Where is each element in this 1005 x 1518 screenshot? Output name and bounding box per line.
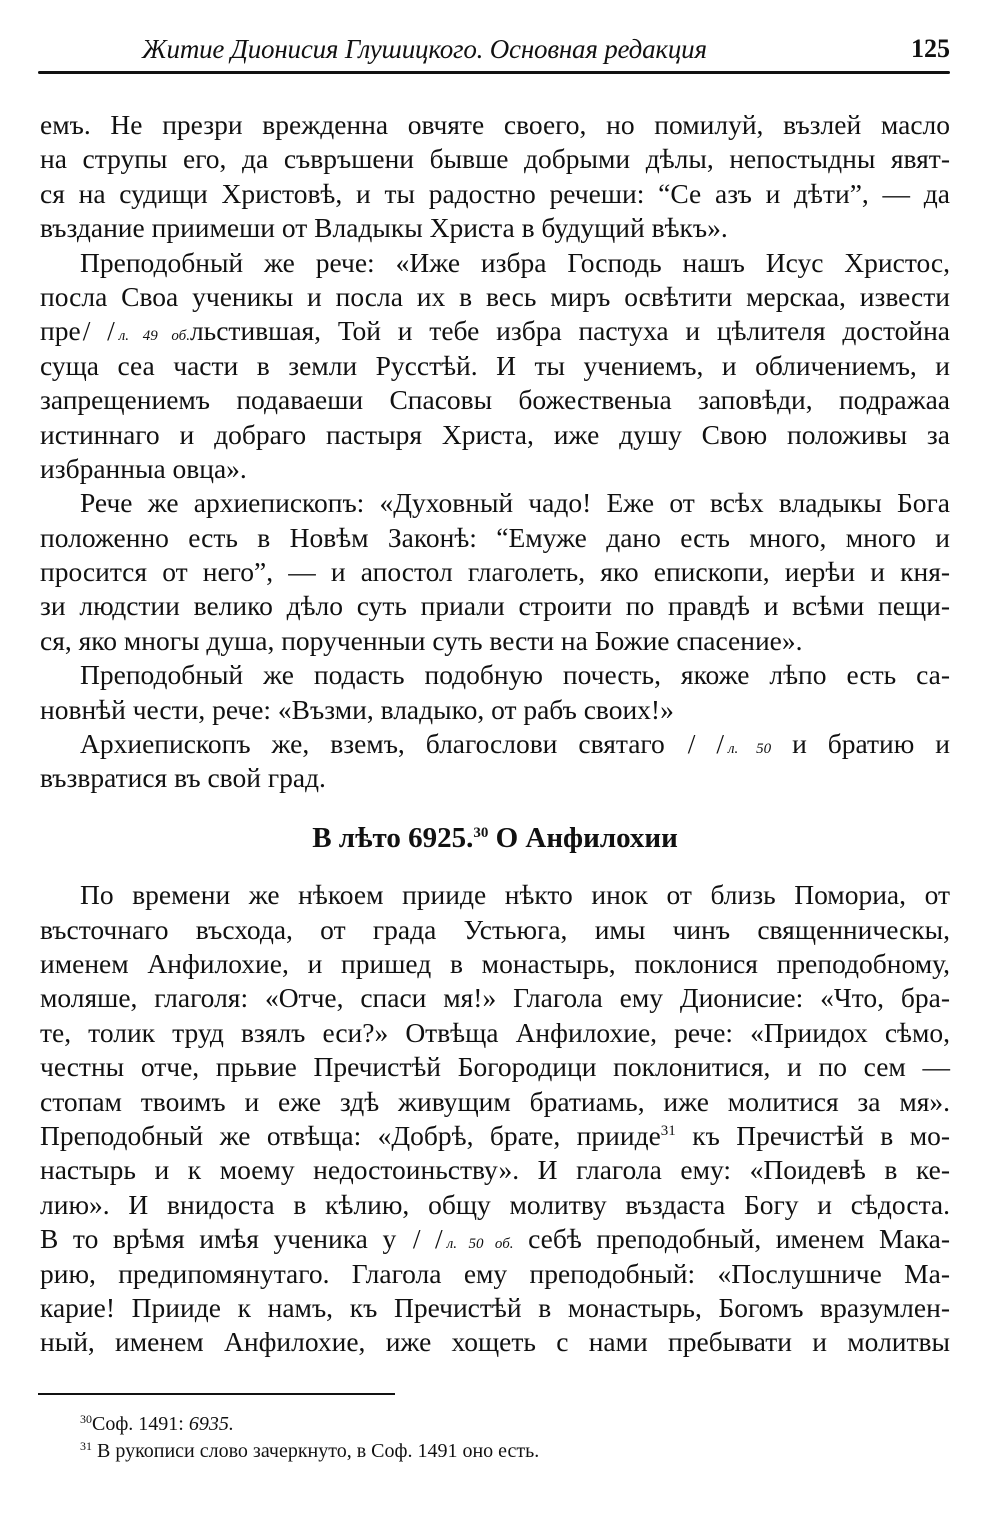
text-line — [40, 1153, 950, 1187]
text-line — [40, 1016, 950, 1050]
text-segment: льстившая, Той и тебе избра пастуха и цѣлителя достойна — [189, 315, 950, 347]
text-line — [40, 349, 950, 383]
text-segment: запрещениемъ подаваеши Спасовы божественыа заповѣди, подражаа — [40, 384, 950, 416]
folio-marker: л. 50 — [728, 741, 772, 758]
text-line — [40, 280, 950, 314]
text-segment: ный, именем Анфилохие, иже хощеть с нами пребывати и молитвы — [40, 1326, 950, 1358]
text-line — [40, 1291, 950, 1325]
text-segment: себѣ преподобный, именем Мака- — [513, 1223, 950, 1255]
footnote-text: Соф. 1491: — [92, 1413, 189, 1435]
text-line — [40, 1085, 950, 1119]
text-segment: въздание приимеши от Владыкы Христа в будущий вѣкъ». — [40, 212, 728, 244]
text-line — [40, 177, 950, 211]
text-line — [40, 246, 950, 280]
text-segment: възвратися въ свой град. — [40, 762, 326, 794]
text-segment: посла Своа ученикы и посла их в весь миръ освѣтити мерскаа, извести — [40, 280, 950, 312]
text-segment: именем Анфилохие, и пришед в монастырь, поклонися преподобному, — [40, 947, 950, 979]
text-line — [40, 521, 950, 555]
footnote-rule — [38, 1393, 395, 1395]
footnote-reference[interactable]: 31 — [660, 1122, 676, 1139]
text-segment: О Анфилохии — [488, 821, 678, 854]
text-line — [40, 108, 950, 142]
text-line — [40, 1222, 950, 1256]
text-segment: В то врѣмя имѣя ученика у — [40, 1223, 411, 1255]
text-line — [40, 913, 950, 947]
text-line — [40, 142, 950, 176]
text-segment: честны отче, прьвие Пречистѣй Богородици поклонитися, и по сем — — [40, 1051, 950, 1083]
footnotes — [80, 1411, 539, 1465]
running-title: Житие Дионисия Глушицкого. Основная редакция — [142, 34, 707, 64]
text-line — [40, 589, 950, 623]
text-segment: ся на судищи Христовѣ, и ты радостно речеши: “Се азъ и дѣти”, — да — [40, 177, 950, 209]
section-heading — [40, 821, 950, 855]
text-line — [40, 947, 950, 981]
text-segment: положенно есть в Новѣм Законѣ: “Емуже дано есть много, много и — [40, 521, 950, 553]
text-segment: Преподобный же подасть подобную почесть, якоже лѣпо есть са- — [80, 659, 950, 691]
text-line — [40, 486, 950, 520]
text-segment: настырь и к моему недостоиньству». И глагола ему: «Поидевѣ в ке- — [40, 1154, 950, 1186]
folio-marker: л. 49 об. — [118, 328, 190, 345]
footnote-number: 31 — [80, 1439, 92, 1453]
footnote-reference[interactable]: 30 — [473, 824, 489, 841]
footnote-number: 30 — [80, 1412, 92, 1426]
text-line — [40, 1050, 950, 1084]
header-rule — [38, 71, 950, 74]
page-number: 125 — [911, 34, 950, 63]
text-line — [40, 981, 950, 1015]
text-segment: стопам твоимъ и еже здѣ живущим братиамь, иже молитися за мя». — [40, 1085, 950, 1117]
text-line — [40, 761, 950, 795]
text-segment: Преподобный же отвѣща: «Добрѣ, брате, прииде — [40, 1119, 661, 1151]
text-line — [40, 1257, 950, 1291]
text-segment: В лѣто 6925. — [312, 821, 474, 854]
text-segment: на струпы его, да съвръшени бывше добрыми дѣлы, непостыдны явят- — [40, 143, 950, 175]
folio-separator: / / — [412, 1223, 443, 1255]
text-segment: зи людстии велико дѣло суть приали строити по правдѣ и всѣми пещи- — [40, 590, 950, 622]
text-segment: По времени же нѣкоем прииде нѣкто инок от близь Помориа, от — [80, 879, 950, 911]
text-segment: ся, яко многы душа, порученныи суть вести на Божие спасение». — [40, 624, 803, 656]
text-segment: лию». И внидоста в кѣлию, общу молитву въздаста Богу и сѣдоста. — [40, 1188, 950, 1220]
text-segment: просится от него”, — и апостол глаголеть, яко епископи, иерѣи и кня- — [40, 556, 950, 588]
text-segment: суща сеа части в земли Русстѣй. И ты учениемъ, и обличениемъ, и — [40, 349, 950, 381]
text-line — [40, 314, 950, 348]
text-line — [40, 693, 950, 727]
text-line — [40, 211, 950, 245]
text-segment: моляше, глаголя: «Отче, спаси мя!» Глагола ему Дионисие: «Что, бра- — [40, 982, 950, 1014]
text-line — [40, 418, 950, 452]
running-header — [38, 28, 950, 72]
footnote-variant: 6935. — [188, 1413, 234, 1435]
folio-separator: / / — [82, 315, 115, 347]
folio-marker: л. 50 об. — [446, 1236, 514, 1253]
text-segment: емъ. Не презри врежденна овчяте своего, но помилуй, възлей масло — [40, 109, 950, 140]
text-line — [40, 658, 950, 692]
text-segment: истиннаго и добраго пастыря Христа, иже душу Свою положивы за — [40, 418, 950, 450]
text-segment: Преподобный же рече: «Иже избра Господь нашъ Исус Христос, — [80, 246, 950, 278]
text-segment: новнѣй чести, рече: «Възми, владыко, от рабъ своих!» — [40, 693, 674, 725]
text-line — [40, 555, 950, 589]
text-segment: Рече же архиепископъ: «Духовный чадо! Еже от всѣх владыкы Бога — [80, 487, 950, 519]
text-line — [40, 1188, 950, 1222]
text-segment: Архиепископъ же, вземъ, благослови святаго — [80, 728, 686, 760]
folio-separator: / / — [687, 728, 724, 760]
text-line — [40, 1119, 950, 1153]
text-segment: те, толик труд взялъ еси?» Отвѣща Анфилохие, рече: «Приидох сѣмо, — [40, 1016, 950, 1048]
text-line — [40, 1325, 950, 1359]
text-segment: и братию и — [771, 728, 951, 760]
footnote-30 — [80, 1411, 539, 1438]
footnote-text: В рукописи слово зачеркнуто, в Соф. 1491 оно есть. — [97, 1440, 540, 1462]
text-segment: пре — [40, 315, 81, 347]
footnote-31 — [80, 1438, 539, 1465]
text-segment: карие! Прииде к намъ, къ Пречистѣй в монастырь, Богомъ вразумлен- — [40, 1291, 950, 1323]
text-line — [40, 452, 950, 486]
text-segment: избранныа овца». — [40, 452, 247, 484]
text-line — [40, 383, 950, 417]
text-segment: къ Пречистѣй в мо- — [675, 1119, 950, 1151]
text-line — [40, 878, 950, 912]
text-line — [40, 727, 950, 761]
text-segment: въсточнаго въсхода, от града Устьюга, имы чинъ священническы, — [40, 913, 950, 945]
text-segment: рию, предипомянутаго. Глагола ему преподобный: «Послушниче Ма- — [40, 1257, 950, 1289]
text-line — [40, 624, 950, 658]
main-text — [40, 108, 950, 1360]
